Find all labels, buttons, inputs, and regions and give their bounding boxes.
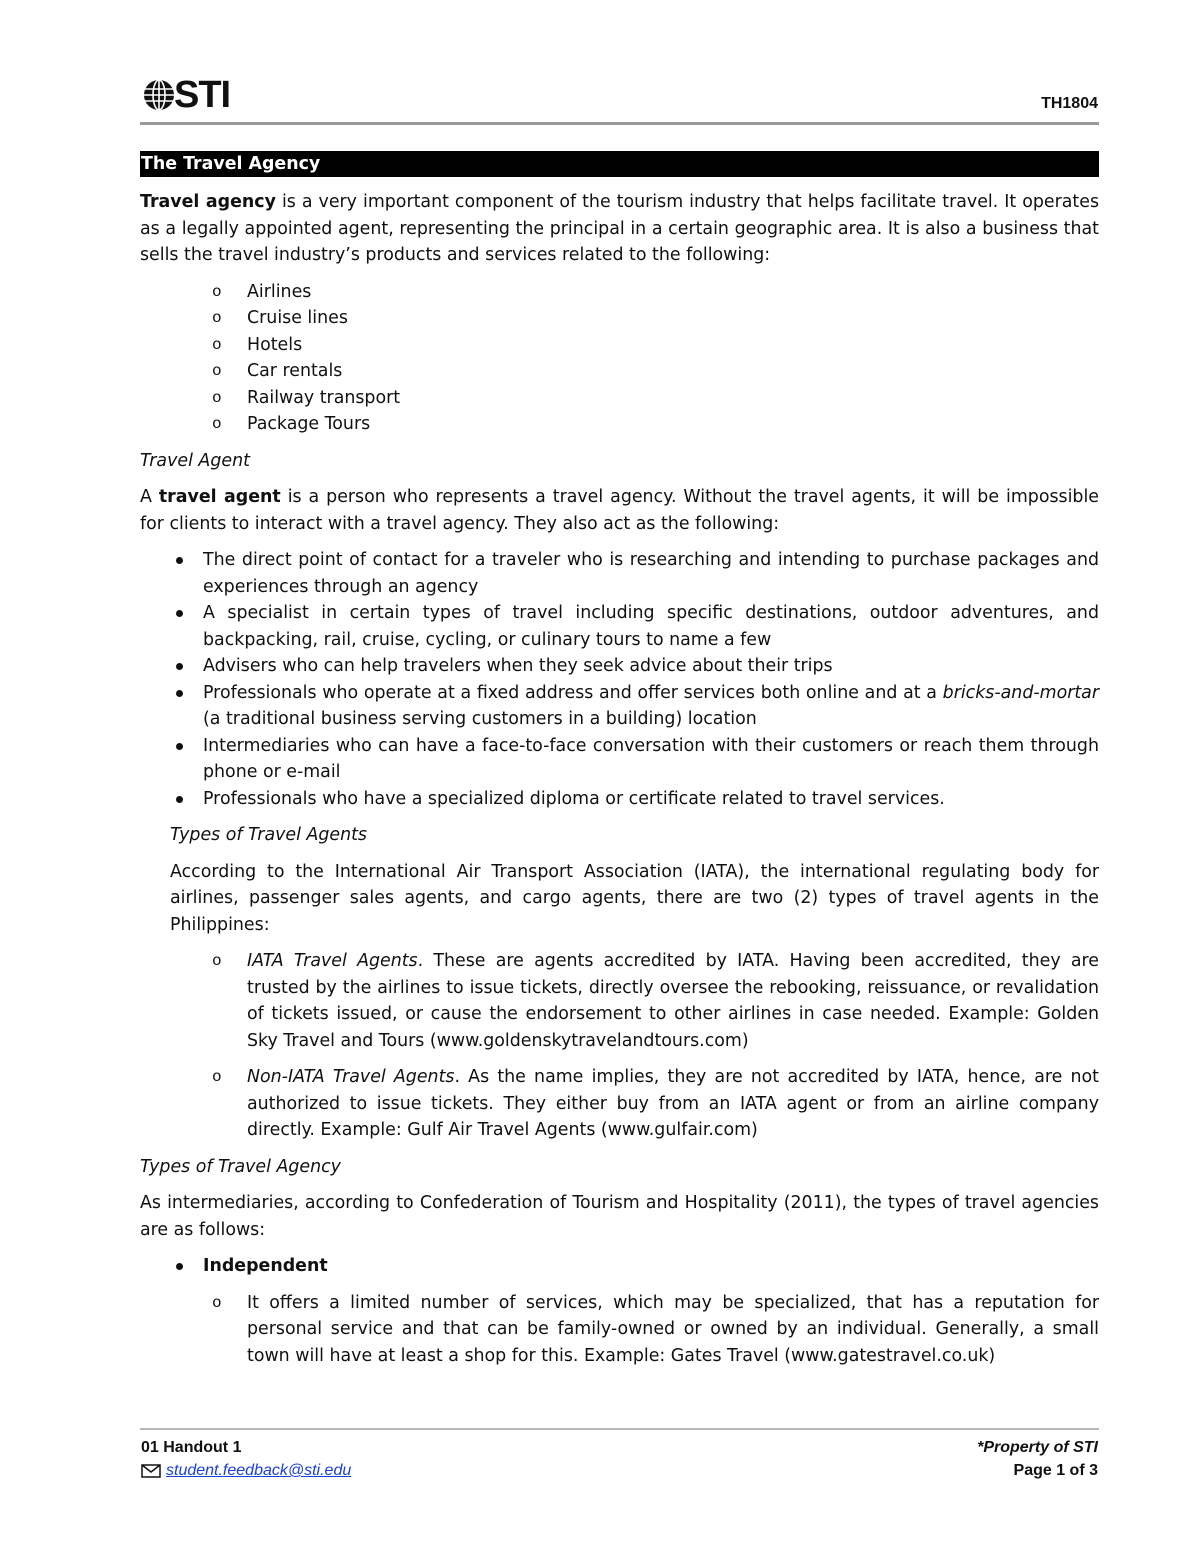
intro-text: is a very important component of the tourism industry that helps facilitate travel. It operates as a legally appointed agent, representing the principal in a certain geographic area. It is also a business that sells the travel industry’s products and services related to the following: (140, 192, 1100, 265)
travel-agent-term: travel agent (158, 487, 281, 507)
list-item: o Airlines (140, 279, 1099, 306)
role4-italic: bricks-and-mortar (942, 682, 1099, 703)
types-agency-heading: Types of Travel Agency (140, 1156, 341, 1177)
list-item: A specialist in certain types of travel including specific destinations, outdoor adventures, and backpacking, rail, cruise, cycling, or culinary tours to name a few (140, 600, 1099, 653)
list-item: Advisers who can help travelers when they seek advice about their trips (140, 653, 1099, 680)
agent-types-list (140, 948, 1099, 1144)
travel-agent-heading: Travel Agent (140, 450, 250, 471)
logo-wordmark: STI (174, 74, 231, 116)
list-item (140, 680, 1099, 733)
list-item: o Package Tours (140, 411, 1099, 438)
types-agents-paragraph: According to the International Air Transport Association (IATA), the international regulating body for airlines, passenger sales agents, and cargo agents, there are two (2) types of travel agents in the Philippines: (170, 861, 1099, 935)
page-number: Page 1 of 3 (1013, 1462, 1098, 1479)
non-iata-term: Non-IATA Travel Agents (247, 1067, 455, 1087)
footer-divider (140, 1428, 1099, 1430)
list-item (140, 948, 1099, 1054)
agency-types-list (140, 1253, 1099, 1280)
property-label: *Property of STI (977, 1439, 1098, 1456)
list-item: o It offers a limited number of services, which may be specialized, that has a reputation for personal service and that can be family-owned or owned by an individual. Generally, a small town will have at least a shop for this. Example: Gates Travel (www.gatestravel.co.uk) (140, 1290, 1099, 1370)
list-item: o Cruise lines (140, 305, 1099, 332)
list-item: Intermediaries who can have a face-to-face conversation with their customers or reach them through phone or e-mail (140, 733, 1099, 786)
document-body (140, 151, 1099, 1379)
list-item: o Car rentals (140, 358, 1099, 385)
envelope-icon (141, 1464, 161, 1478)
role4-text-b: (a traditional business serving customers in a building) location (203, 709, 757, 729)
section-title: The Travel Agency (140, 151, 1099, 177)
non-iata-text: . As the name implies, they are not accredited by IATA, hence, are not authorized to issue tickets. They either buy from an IATA agent or from an airline company directly. Example: Gulf Air Travel Agents (www.gulfair.com) (247, 1067, 1099, 1140)
header-divider (140, 122, 1099, 125)
agent-roles-list (140, 547, 1099, 812)
independent-sublist (140, 1290, 1099, 1370)
travel-agent-lead: A (140, 487, 159, 507)
list-item: o Railway transport (140, 385, 1099, 412)
travel-agent-text: is a person who represents a travel agency. Without the travel agents, it will be impossible for clients to interact with a travel agency. They also act as the following: (140, 487, 1099, 534)
handout-label: 01 Handout 1 (141, 1439, 242, 1456)
intro-paragraph (140, 189, 1099, 269)
sti-logo (142, 76, 230, 114)
list-item (140, 1064, 1099, 1144)
iata-term: IATA Travel Agents (247, 951, 418, 971)
list-item: Professionals who have a specialized diploma or certificate related to travel services. (140, 786, 1099, 813)
list-item: o Hotels (140, 332, 1099, 359)
list-item: Independent (140, 1253, 1099, 1280)
feedback-email-row (141, 1462, 351, 1480)
iata-text: . These are agents accredited by IATA. Having been accredited, they are trusted by the airlines to issue tickets, directly oversee the rebooking, reissuance, or revalidation of tickets issued, or cause the endorsement to other airlines in case needed. Example: Golden Sky Travel and Tours (www.goldenskytravelandtours.com) (247, 951, 1099, 1051)
document-code: TH1804 (1041, 95, 1098, 112)
types-agents-heading: Types of Travel Agents (170, 825, 367, 845)
types-agency-paragraph: As intermediaries, according to Confederation of Tourism and Hospitality (2011), the types of travel agencies are as follows: (140, 1193, 1099, 1240)
globe-icon (142, 78, 176, 112)
travel-agent-paragraph (140, 484, 1099, 537)
list-item: The direct point of contact for a traveler who is researching and intending to purchase packages and experiences through an agency (140, 547, 1099, 600)
role4-text-a: Professionals who operate at a fixed address and offer services both online and at a (203, 682, 943, 703)
products-list (140, 279, 1099, 438)
feedback-email-link[interactable]: student.feedback@sti.edu (166, 1462, 352, 1479)
intro-term: Travel agency (140, 192, 276, 212)
